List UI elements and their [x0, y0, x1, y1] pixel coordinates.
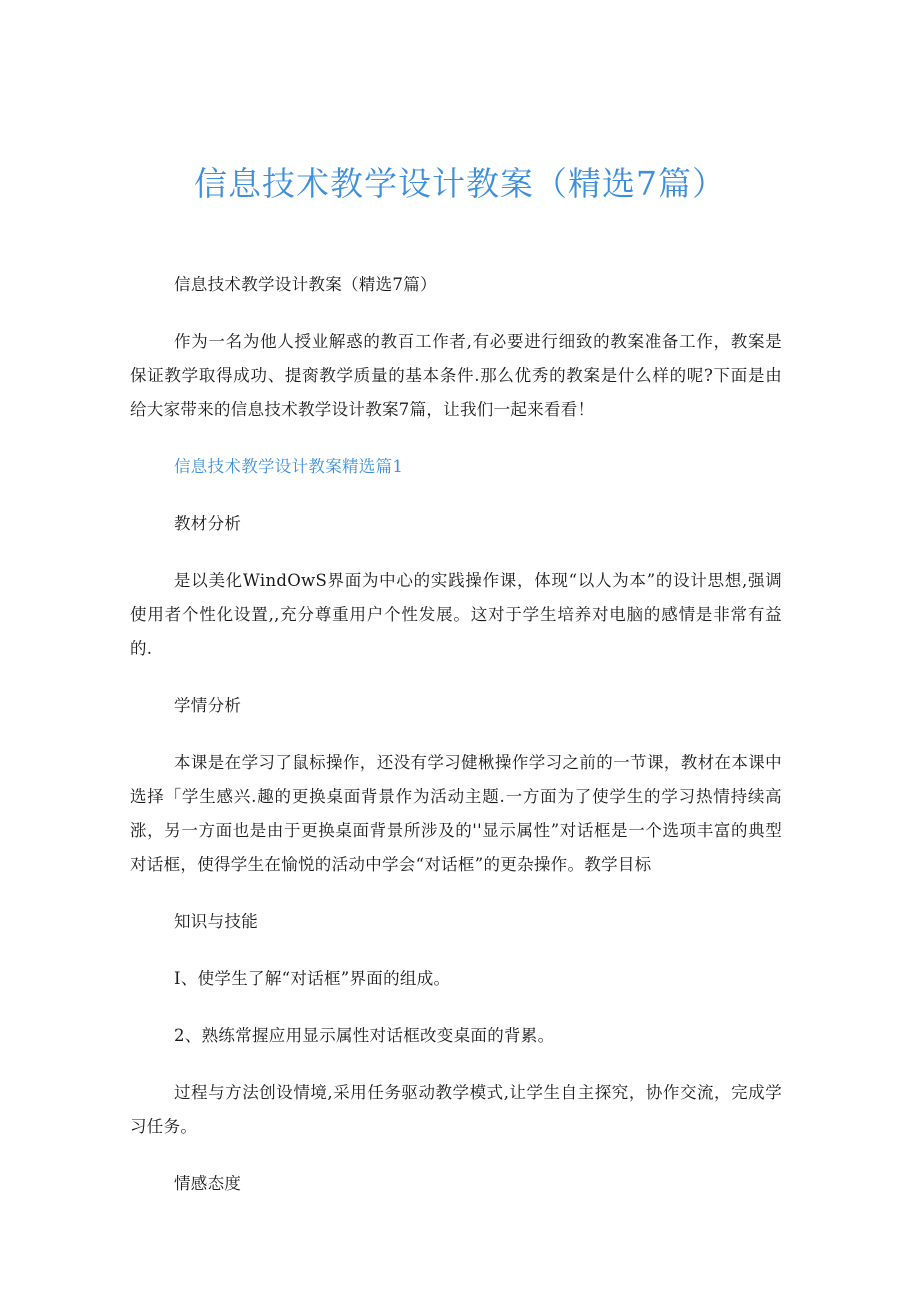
list-item-1: I、使学生了解“对话框”界面的组成。: [174, 969, 451, 988]
process-method-paragraph: 过程与方法创设情境,采用任务驱动教学模式,让学生自主探究，协作交流，完成学习任务。: [130, 1083, 782, 1136]
subheading-knowledge-skills: 知识与技能: [174, 912, 258, 931]
subheading-material-analysis: 教材分析: [174, 514, 242, 533]
intro-paragraph: 作为一名为他人授业解惑的教百工作者,有必要进行细致的教案准备工作，教案是保证教学取得成功、提脔教学质量的基本条件.那么优秀的教案是什么样的呢?下面是由给大家带来的信息技术教学设计教案7篇，让我们一起来看看！: [130, 332, 782, 419]
material-analysis-paragraph: 是以美化WindOwS界面为中心的实践操作课，体现“以人为本”的设计思想,强调使用者个性化设置,,充分尊重用户个性发展。这对于学生培养对电脑的感情是非常有益的.: [130, 571, 782, 658]
document-title: 信息技术教学设计教案（精选7篇）: [194, 164, 726, 203]
section-heading-1: 信息技术教学设计教案精选篇1: [174, 457, 404, 476]
subheading-student-analysis: 学情分析: [174, 696, 242, 715]
student-analysis-paragraph: 本课是在学习了鼠标操作，还没有学习健楸操作学习之前的一节课，教材在本课中选择「学生感兴.趣的更换桌面背景作为活动主题.一方面为了使学生的学习热情持续高涨，另一方面也是由于更换桌面背景所涉及的''显示属性”对话框是一个选项丰富的典型对话框，使得学生在愉悦的活动中学会“对话框”的更杂操作。教学目标: [130, 753, 782, 874]
subheading-emotion-attitude: 情感态度: [174, 1174, 242, 1193]
list-item-2: 2、熟练常握应用显示属性对话框改变桌面的背累。: [174, 1026, 555, 1045]
document-body: [130, 268, 782, 1224]
subtitle-paragraph: 信息技术教学设计教案（精选7篇）: [174, 275, 437, 294]
